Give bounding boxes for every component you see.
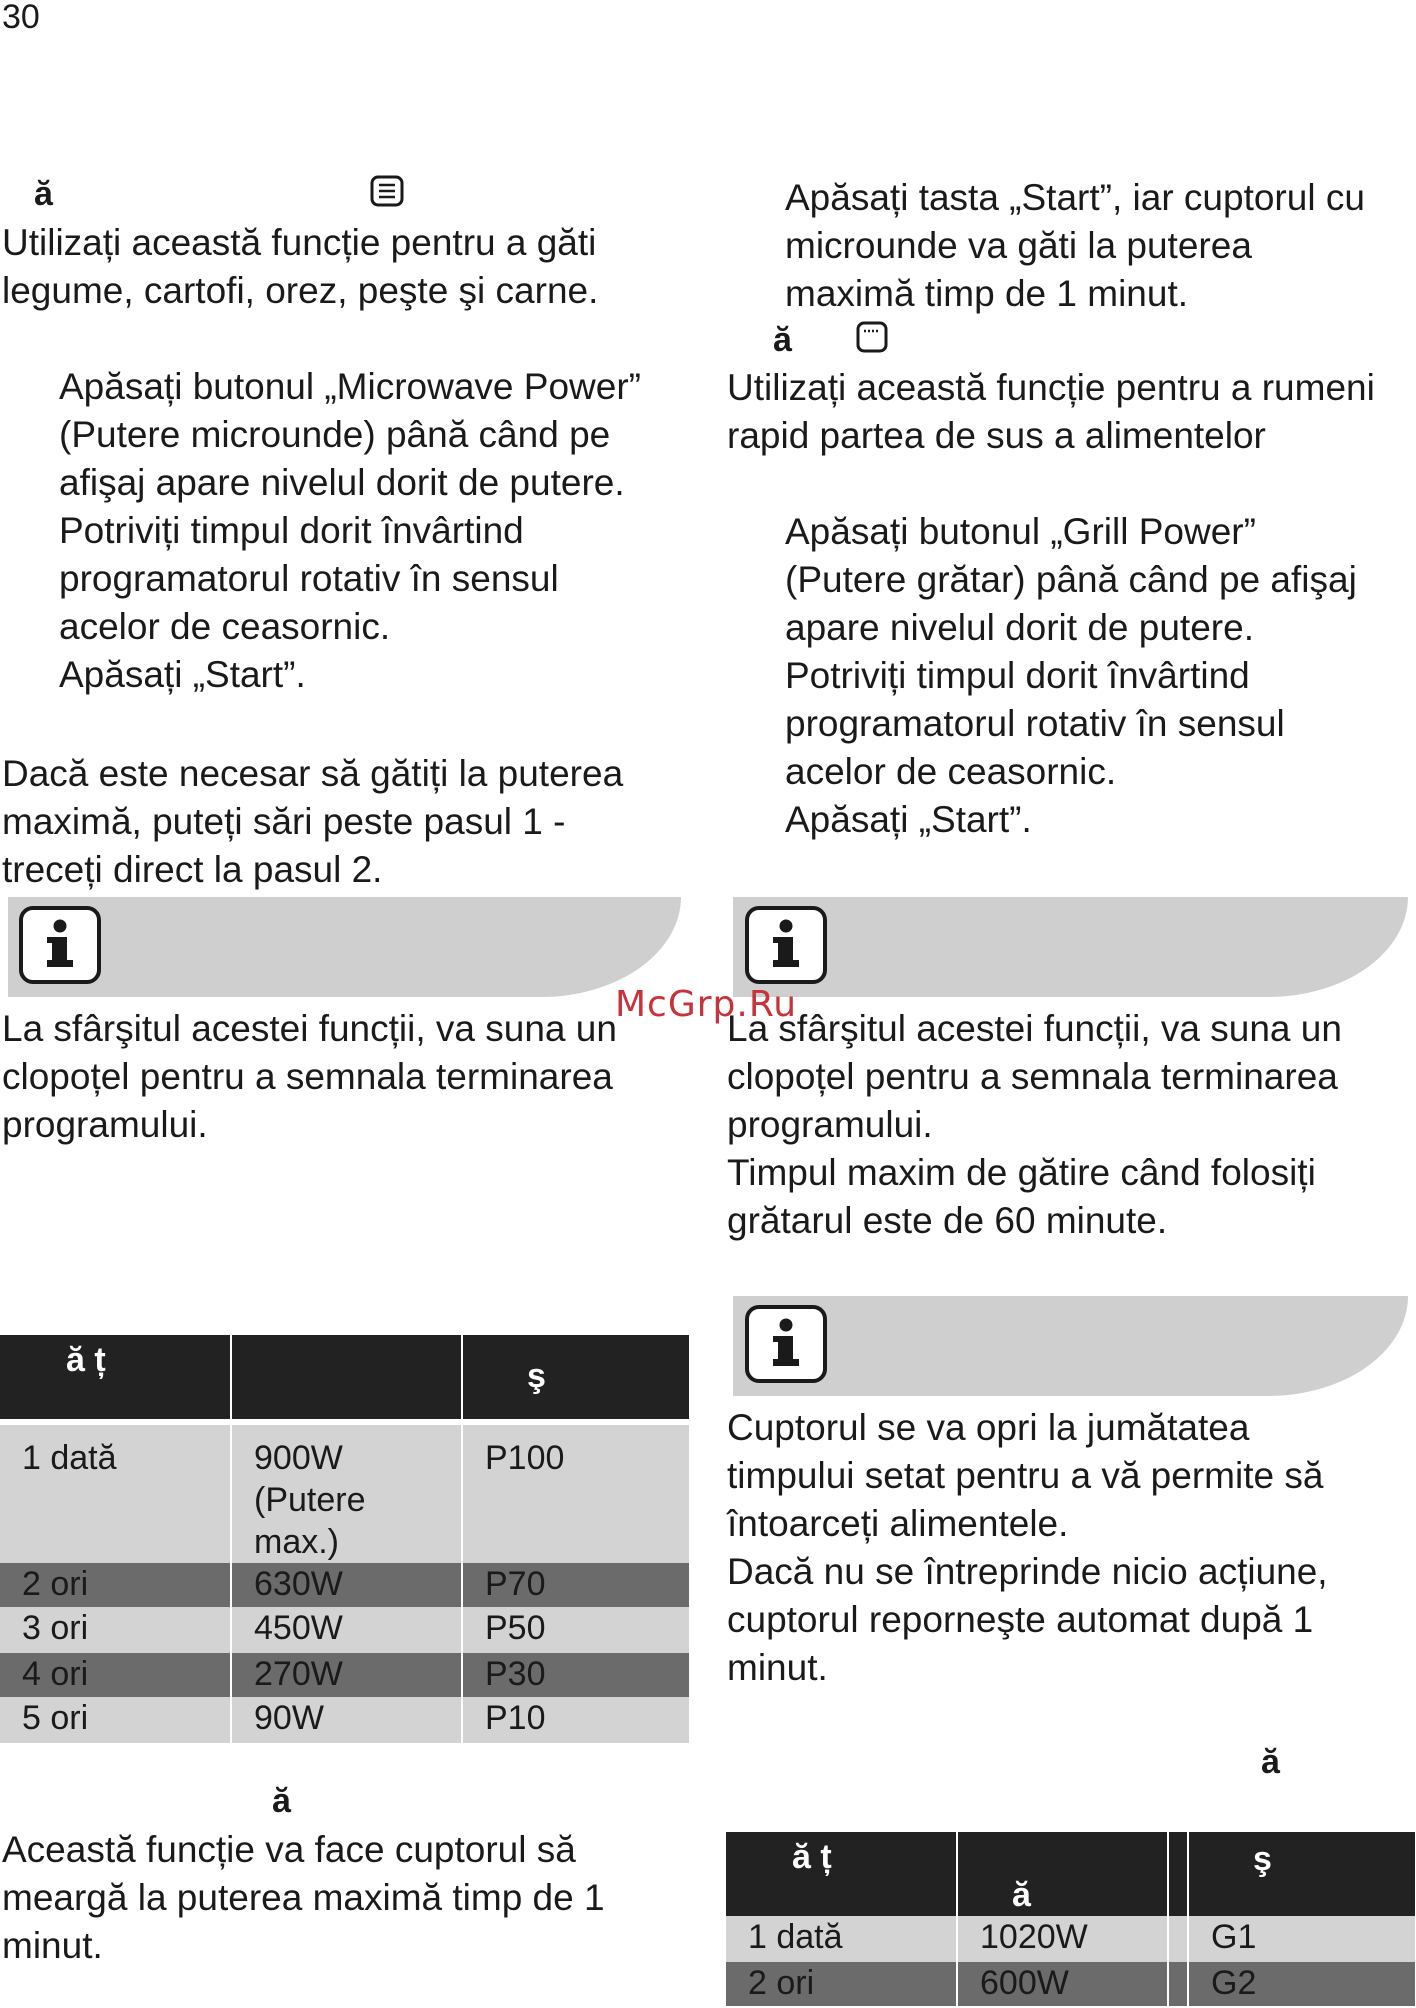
left-intro-text: Utilizați această funcție pentru a găti legume, cartofi, orez, peşte şi carne. (2, 222, 599, 311)
table-row (0, 1563, 690, 1607)
watermark: McGrp.Ru (615, 984, 798, 1025)
left-steps-text: Apăsați butonul „Microwave Power” (Putere microunde) până când pe afişaj apare nivelul dorit de putere. Potriviți timpul dorit învârtind programatorul rotativ în sensul acelor de ceasornic. Apăsați „Start”. (59, 366, 641, 695)
table-cell-display: G2 (1188, 1962, 1416, 2006)
left-heading-1: ă (34, 175, 53, 213)
info-icon (745, 1305, 827, 1383)
grill-mode-icon (856, 321, 888, 353)
right-info-banner-2 (733, 1296, 1408, 1396)
table-cell-power: 630W (231, 1563, 462, 1607)
page-number: 30 (2, 0, 40, 36)
table-cell-display: P70 (462, 1563, 690, 1607)
right-grill-intro: Utilizați această funcție pentru a rumeni rapid partea de sus a alimentelor (727, 367, 1375, 456)
table-row (726, 1916, 1416, 1962)
table-row (0, 1425, 690, 1563)
left-info-banner (8, 897, 681, 997)
table-header-cell: ă ț (0, 1335, 231, 1419)
table-cell-power: 1020W (957, 1916, 1168, 1962)
table-header-cell: ă ț (726, 1832, 957, 1916)
table-cell-power: 90W (231, 1697, 462, 1743)
table-row (0, 1697, 690, 1743)
table-header-cell: ş (1188, 1832, 1416, 1916)
left-quick-start-text: Această funcție va face cuptorul să meargă la puterea maximă timp de 1 minut. (2, 1829, 605, 1966)
info-icon (19, 906, 101, 984)
left-heading-2: ă (272, 1782, 291, 1820)
table-header-cell: ă (957, 1832, 1168, 1916)
table-cell-display: P100 (462, 1425, 690, 1563)
right-grill-steps: Apăsați butonul „Grill Power” (Putere grătar) până când pe afişaj apare nivelul dorit de putere. Potriviți timpul dorit învârtind programatorul rotativ în sensul acelor de ceasornic. Apăsați „Start”. (785, 511, 1357, 840)
left-info-text: La sfârşitul acestei funcții, va suna un clopoțel pentru a semnala terminarea programului. (2, 1008, 617, 1145)
table-header-row (726, 1832, 1416, 1916)
grill-power-table (726, 1832, 1416, 2006)
right-heading-2: ă (1261, 1743, 1280, 1781)
right-info-banner-1 (733, 897, 1408, 997)
table-cell-display: P50 (462, 1607, 690, 1653)
table-row (0, 1653, 690, 1697)
table-cell-press: 1 dată (0, 1425, 231, 1563)
info-icon (745, 906, 827, 984)
right-heading-1: ă (773, 321, 792, 359)
table-header-cell (231, 1335, 462, 1419)
table-cell-press: 2 ori (0, 1563, 231, 1607)
table-cell-power: 450W (231, 1607, 462, 1653)
microwave-power-table (0, 1335, 691, 1743)
left-note-text: Dacă este necesar să gătiți la puterea maximă, puteți sări peste pasul 1 - treceți direct la pasul 2. (2, 753, 624, 890)
table-cell-press: 1 dată (726, 1916, 957, 1962)
table-cell-press: 5 ori (0, 1697, 231, 1743)
right-info-text-2: Cuptorul se va opri la jumătatea timpului setat pentru a vă permite să întoarceți alimentele. Dacă nu se întreprinde nicio acțiune, cuptorul reporneşte automat după 1 minut. (727, 1407, 1328, 1688)
table-header-cell (1168, 1832, 1188, 1916)
table-cell-power: 900W (Putere max.) (231, 1425, 462, 1563)
microwave-mode-icon (370, 175, 404, 207)
table-header-row (0, 1335, 690, 1419)
table-cell-display: P10 (462, 1697, 690, 1743)
table-row (0, 1607, 690, 1653)
right-start-text: Apăsați tasta „Start”, iar cuptorul cu microunde va găti la puterea maximă timp de 1 minut. (785, 177, 1365, 314)
table-cell-press: 4 ori (0, 1653, 231, 1697)
table-row (726, 1962, 1416, 2006)
right-info-text-1: La sfârşitul acestei funcții, va suna un clopoțel pentru a semnala terminarea programului. Timpul maxim de gătire când folosiți grătarul este de 60 minute. (727, 1008, 1342, 1241)
table-cell-press: 2 ori (726, 1962, 957, 2006)
table-cell-display: P30 (462, 1653, 690, 1697)
table-cell-power: 600W (957, 1962, 1168, 2006)
table-cell-power: 270W (231, 1653, 462, 1697)
table-cell-display: G1 (1188, 1916, 1416, 1962)
table-cell-press: 3 ori (0, 1607, 231, 1653)
table-header-cell: ş (462, 1335, 690, 1419)
